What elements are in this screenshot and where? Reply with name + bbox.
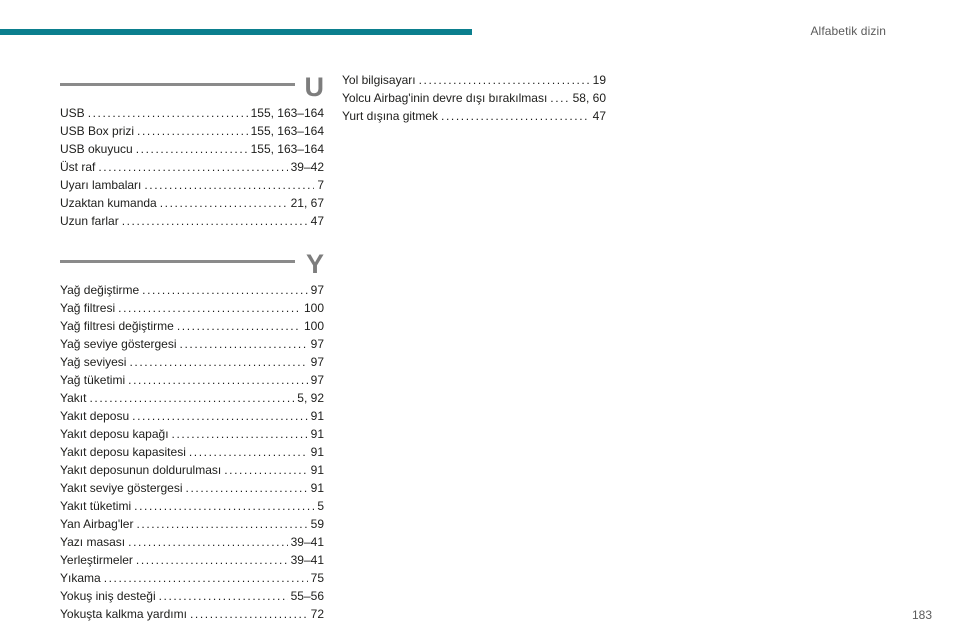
index-term: Yokuş iniş desteği [60,589,156,603]
index-term: Yakıt tüketimi [60,499,132,513]
dot-leader [129,353,307,371]
index-pages: 91 [310,409,324,423]
index-list-u [60,104,324,230]
dot-leader [172,425,308,443]
index-term: Yokuşta kalkma yardımı [60,607,187,621]
dot-leader [134,497,314,515]
index-term: USB Box prizi [60,124,135,138]
index-term: Yağ seviyesi [60,355,127,369]
index-entry [60,533,324,551]
dot-leader [186,479,308,497]
index-term: Yan Airbag'ler [60,517,134,531]
dot-leader [104,569,308,587]
index-entry [60,605,324,623]
index-pages: 47 [592,109,606,123]
index-entry [60,335,324,353]
index-entry [60,479,324,497]
dot-leader [88,104,248,122]
index-entry [60,140,324,158]
index-entry [60,299,324,317]
index-entry [60,122,324,140]
index-entry [60,461,324,479]
index-term: Yağ seviye göstergesi [60,337,177,351]
index-term: Yerleştirmeler [60,553,133,567]
index-entry [60,353,324,371]
index-entry [60,569,324,587]
index-entry [60,389,324,407]
index-pages: 155, 163–164 [250,142,324,156]
index-pages: 100 [303,301,324,315]
index-pages: 100 [303,319,324,333]
index-entry [60,194,324,212]
index-entry [60,551,324,569]
index-pages: 97 [310,283,324,297]
index-term: Uzaktan kumanda [60,196,157,210]
dot-leader [118,299,301,317]
section-letter: Y [305,249,324,279]
index-pages: 72 [310,607,324,621]
index-pages: 75 [310,571,324,585]
index-entry [60,497,324,515]
index-pages: 5 [317,499,324,513]
index-pages: 47 [310,214,324,228]
dot-leader [180,335,308,353]
index-term: Yakıt deposunun doldurulması [60,463,222,477]
index-entry [60,158,324,176]
index-entry [342,71,606,89]
index-entry [60,425,324,443]
index-entry [60,212,324,230]
index-term: Yurt dışına gitmek [342,109,439,123]
index-pages: 91 [310,427,324,441]
dot-leader [144,176,314,194]
index-pages: 5, 92 [297,391,324,405]
section-header-y [60,247,324,281]
index-pages: 91 [310,463,324,477]
index-pages: 97 [310,337,324,351]
index-term: Yağ tüketimi [60,373,126,387]
index-pages: 155, 163–164 [250,124,324,138]
dot-leader [136,140,248,158]
index-term: Yağ filtresi değiştirme [60,319,174,333]
dot-leader [159,587,288,605]
dot-leader [142,281,307,299]
dot-leader [136,551,288,569]
index-entry [342,89,606,107]
dot-leader [224,461,307,479]
index-entry [60,281,324,299]
index-term: Yol bilgisayarı [342,73,416,87]
index-term: Yakıt seviye göstergesi [60,481,183,495]
index-list-y [60,281,324,623]
index-pages: 91 [310,445,324,459]
index-pages: 39–42 [290,160,324,174]
index-term: Yıkama [60,571,101,585]
index-term: Uzun farlar [60,214,119,228]
index-pages: 39–41 [290,553,324,567]
index-term: USB okuyucu [60,142,133,156]
dot-leader [98,158,287,176]
dot-leader [177,317,301,335]
dot-leader [160,194,288,212]
index-term: Yakıt deposu [60,409,130,423]
index-entry [60,443,324,461]
page-number: 183 [911,608,932,622]
index-pages: 19 [592,73,606,87]
index-pages: 59 [310,517,324,531]
index-pages: 97 [310,373,324,387]
index-term: Uyarı lambaları [60,178,142,192]
index-pages: 155, 163–164 [250,106,324,120]
index-entry [60,371,324,389]
dot-leader [128,533,287,551]
index-entry [60,176,324,194]
dot-leader [128,371,308,389]
index-term: Yakıt deposu kapasitesi [60,445,186,459]
dot-leader [189,443,308,461]
index-term: USB [60,106,85,120]
index-pages: 39–41 [290,535,324,549]
index-term: Yolcu Airbag'inin devre dışı bırakılması [342,91,548,105]
dot-leader [441,107,590,125]
index-term: Yazı masası [60,535,126,549]
index-term: Üst raf [60,160,96,174]
dot-leader [122,212,308,230]
header-accent-bar [0,29,472,35]
section-divider [60,83,295,86]
dot-leader [137,122,248,140]
index-pages: 55–56 [290,589,324,603]
dot-leader [419,71,590,89]
index-entry [60,104,324,122]
index-list-y-continued [342,71,606,125]
index-pages: 58, 60 [572,91,606,105]
index-pages: 21, 67 [290,196,324,210]
index-term: Yağ değiştirme [60,283,140,297]
section-header-u [60,70,324,104]
index-term: Yağ filtresi [60,301,116,315]
dot-leader [89,389,294,407]
index-term: Yakıt [60,391,87,405]
index-pages: 97 [310,355,324,369]
index-entry [60,515,324,533]
index-pages: 91 [310,481,324,495]
dot-leader [132,407,307,425]
dot-leader [136,515,307,533]
index-term: Yakıt deposu kapağı [60,427,169,441]
index-entry [60,587,324,605]
index-entry [342,107,606,125]
index-pages: 7 [317,178,324,192]
dot-leader [550,89,569,107]
dot-leader [190,605,308,623]
section-divider [60,260,295,263]
index-entry [60,317,324,335]
section-letter: U [304,72,324,102]
index-entry [60,407,324,425]
running-title: Alfabetik dizin [810,24,886,38]
